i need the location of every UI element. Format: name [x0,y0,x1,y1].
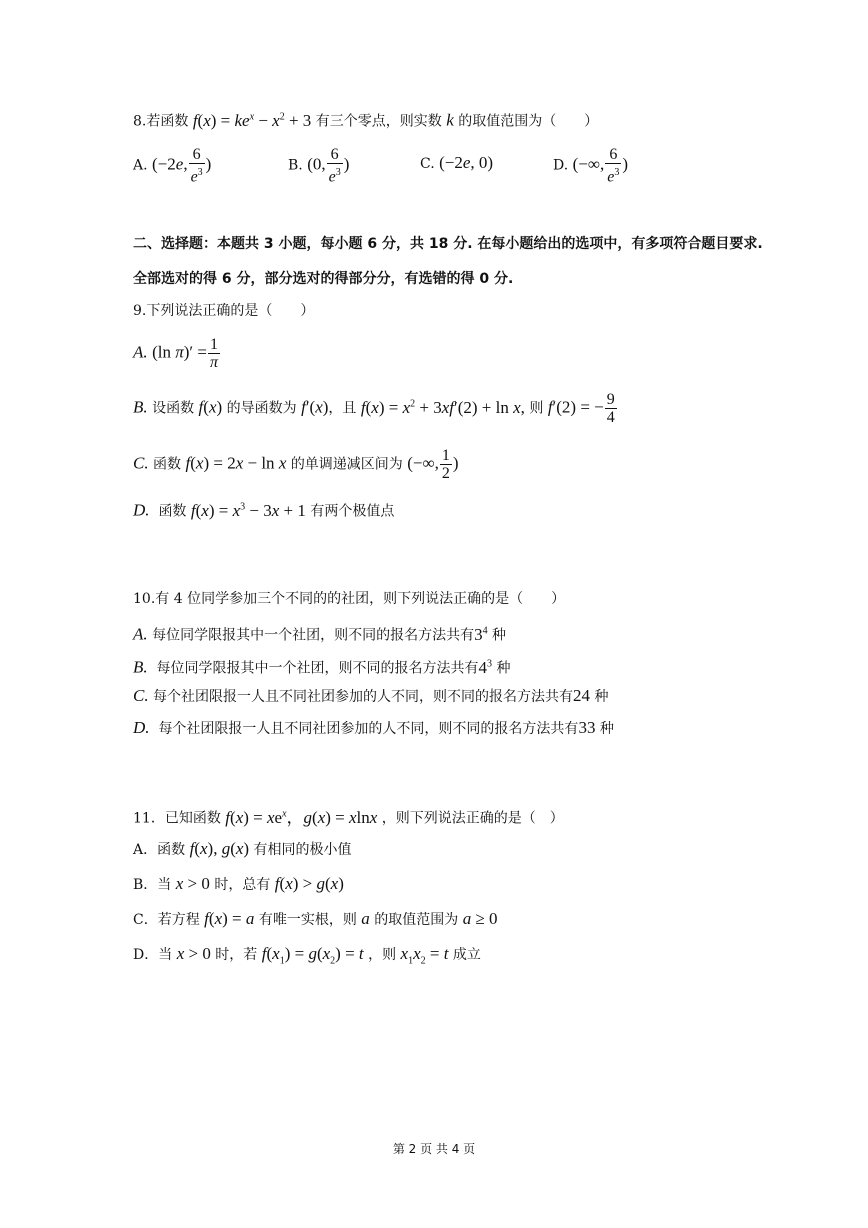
q10-option-b: B. 每位同学限报其中一个社团，则不同的报名方法共有$4^3$ 种 [133,657,511,677]
q8-option-a: A. (−2e, $\frac{6}{e^3}$ ) [133,146,212,186]
q9-option-d: D. 函数 $f(x) = x^3 - 3x + 1$ 有两个极值点 [133,500,395,520]
q10-option-c: C. 每个社团限报一人且不同社团参加的人不同，则不同的报名方法共有24 种 [133,686,609,705]
page-footer: 第 2 页 共 4 页 [392,1142,476,1156]
q9-stem: 9.下列说法正确的是（ ） [133,303,315,319]
q10-option-d: D. 每个社团限报一人且不同社团参加的人不同，则不同的报名方法共有33 种 [133,718,614,737]
q10-stem: 10.有 4 位同学参加三个不同的的社团，则下列说法正确的是（ ） [133,591,566,607]
q11-option-a: A．函数 f(x), g(x) 有相同的极小值 [133,839,352,858]
q8-option-c: C. (−2e, 0) [420,153,494,172]
q10-option-a: A. 每位同学限报其中一个社团，则不同的报名方法共有$3^4$ 种 [133,624,507,644]
q8-option-b: B. (0, $\frac{6}{e^3}$ ) [288,146,350,186]
q9-option-b: B. 设函数 f(x) 的导函数为 f′(x)，且 $f(x) = x^2 + 3xf'(2) + \ln x$, 则 f′(2) = − $\frac{9}{4}$ [133,391,615,426]
q11-option-b: B．当 x > 0 时，总有 f(x) > g(x) [133,874,344,893]
q8-stem: 8.若函数 $f(x) = ke^x - x^2 + 3$ 有三个零点，则实数 k 的取值范围为（ ） [133,110,599,130]
q11-stem: 11．已知函数 $f(x) = xe^x$，g(x) = xlnx ，则下列说法正确的是（ ） [133,807,564,827]
q9-option-a: A. (ln π)′ = $\frac{1}{\pi}$ [133,336,218,371]
section-header-line1: 二、选择题：本题共 3 小题，每小题 6 分，共 18 分. 在每小题给出的选项中，有多项符合题目要求. [133,236,763,252]
q11-option-c: C．若方程 f(x) = a 有唯一实根，则 a 的取值范围为 a ≥ 0 [133,909,498,928]
section-header-line2: 全部选对的得 6 分，部分选对的得部分分，有选错的得 0 分. [133,271,514,287]
q9-option-c: C. 函数 f(x) = 2x − ln x 的单调递减区间为 (−∞, $\frac{1}{2}$ ) [133,447,459,482]
q8-formula: $f(x) = ke^x - x^2 + 3$ [192,110,312,130]
q11-option-d: D．当 x > 0 时，若 $f(x_1) = g(x_2) = t$ ，则 $x_1x_2 = t$ 成立 [133,944,481,967]
q8-option-d: D. (−∞, $\frac{6}{e^3}$ ) [553,146,629,186]
